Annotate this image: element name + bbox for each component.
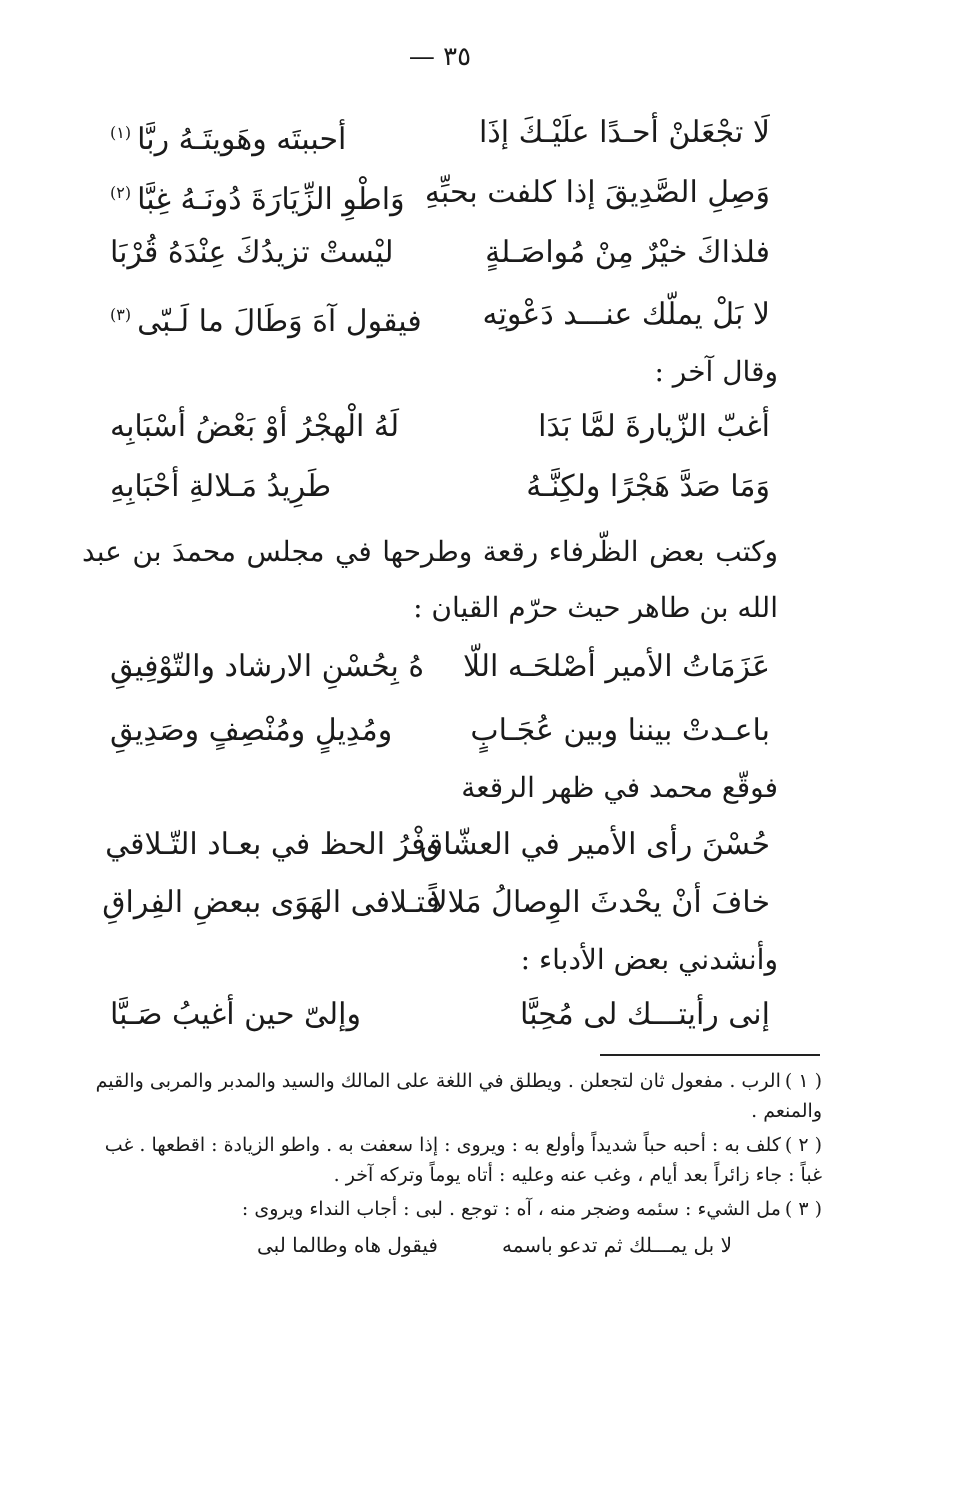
verse-line (110, 290, 770, 340)
footnote-number: ( ١ ) (784, 1070, 822, 1092)
poem-intro: وأنشدني بعض الأدباء : (520, 943, 778, 976)
second-hemistich: وفْرُ الحظ في بعـاد التّـلاقي (105, 827, 440, 862)
footnote-number: ( ٣ ) (784, 1198, 822, 1220)
footnote (82, 1066, 822, 1126)
verse-line (105, 820, 770, 870)
first-hemistich: وَمَا صَدَّ هَجْرًا ولكِنَّـهُ (526, 469, 770, 504)
footnote (82, 1194, 822, 1224)
first-hemistich: وَصِلِ الصَّدِيقَ إذا كلفت بحبِّهِ (424, 175, 770, 210)
footnote (82, 1130, 822, 1190)
verse-line (110, 642, 770, 692)
prose-paragraph: وكتب بعض الظّرفاء رقعة وطرحها في مجلس محمدَ بن عبد الله بن طاهر حيث حرّم القيان : (82, 535, 778, 624)
first-hemistich: عَزَمَاتُ الأمير أصْلحَـه اللّا (463, 649, 770, 684)
first-hemistich: باعـدتْ بيننا وبين عُجَـابٍ (470, 713, 770, 748)
second-hemistich: طَرِيدُ مَـلالةِ أحْبَابِهِ (110, 469, 332, 504)
footnote-divider (600, 1054, 820, 1056)
second-hemistich: ليْستْ تزيدُكَ عِنْدَهُ قُرْبَا (110, 235, 394, 270)
first-hemistich: خافَ أنْ يحْدثَ الوِصالُ مَلالاً (430, 885, 770, 920)
second-hemistich: فيقول آهَ وَطَالَ ما لَـبّى$^{(٣)}$ (110, 304, 422, 339)
second-hemistich: ومُدِيلٍ ومُنْصِفٍ وصَدِيقِ (110, 713, 393, 748)
verse-line (110, 990, 770, 1040)
verse-line (110, 462, 770, 512)
verse-line (110, 402, 770, 452)
verse-line (102, 878, 770, 928)
footnote-marker: (٢) (110, 183, 132, 202)
first-hemistich: فلذاكَ خيْرٌ مِنْ مُواصَـلةٍ (485, 235, 770, 270)
second-hemistich: فتـلافى الهَوَى ببعضِ الفِراقِ (102, 885, 440, 920)
second-hemistich: هُ بِحُسْنِ الارشاد والتّوْفِيقِ (110, 649, 425, 684)
first-hemistich: لَا تجْعَلنْ أحـدًا علَيْـكَ إذَا (479, 115, 770, 150)
verse-line (110, 168, 770, 218)
footnote-number: ( ٢ ) (784, 1134, 822, 1156)
footnote-marker: (٣) (110, 305, 132, 324)
footnote-text: الرب . مفعول ثان لتجعلن . ويطلق في اللغة على المالك والسيد والمدبر والمربى والقيم والمنعم . (95, 1070, 822, 1122)
first-hemistich: لا بل يمـــلك ثم تدعو باسمه (502, 1233, 732, 1257)
footnotes (82, 1066, 822, 1264)
poem-intro: فوقّع محمد في ظهر الرقعة (461, 771, 778, 804)
second-hemistich: فيقول هاه وطالما لبى (257, 1233, 438, 1257)
second-hemistich: وإلىّ حين أغيبُ صَـبَّا (110, 997, 362, 1032)
first-hemistich: إنى رأيتـــك لى مُحِبَّا (520, 997, 770, 1032)
verse-line (110, 108, 770, 158)
verse-line (110, 706, 770, 756)
second-hemistich: وَاطْوِ الزِّيَارَةَ دُونَـهُ غِبَّا$^{(٢)}$ (110, 182, 405, 217)
footnote-text: مل الشيء : سئمه وضجر منه ، آه : توجع . لبى : أجاب النداء ويروى : (241, 1198, 781, 1220)
first-hemistich: لا بَلْ يملّك عنـــد دَعْوتِه (482, 297, 770, 332)
first-hemistich: أغبّ الزّيارةَ لمَّا بَدَا (538, 409, 770, 444)
first-hemistich: حُسْنَ رأى الأمير في العشّاق (419, 827, 770, 862)
page-number: ٣٥ — (408, 42, 472, 72)
second-hemistich: أحببتَه وهَويتَـهُ ربَّا$^{(١)}$ (110, 122, 347, 157)
footnote-text: كلف به : أحبه حباً شديداً وأولع به : ويروى : إذا سعفت به . واطو الزيادة : اقطعها . غب غباً : جاء زائراً بعد أيام ، وغب عنه وعليه : أتاه يوماً وتركه آخر . (104, 1134, 822, 1186)
footnote-marker: (١) (110, 123, 132, 142)
poem-intro: وقال آخر : (654, 355, 778, 388)
verse-line (110, 228, 770, 278)
footnote-verse (82, 1230, 822, 1264)
second-hemistich: لَهُ الْهجْرُ أوْ بَعْضُ أسْبَابِه (110, 409, 400, 444)
